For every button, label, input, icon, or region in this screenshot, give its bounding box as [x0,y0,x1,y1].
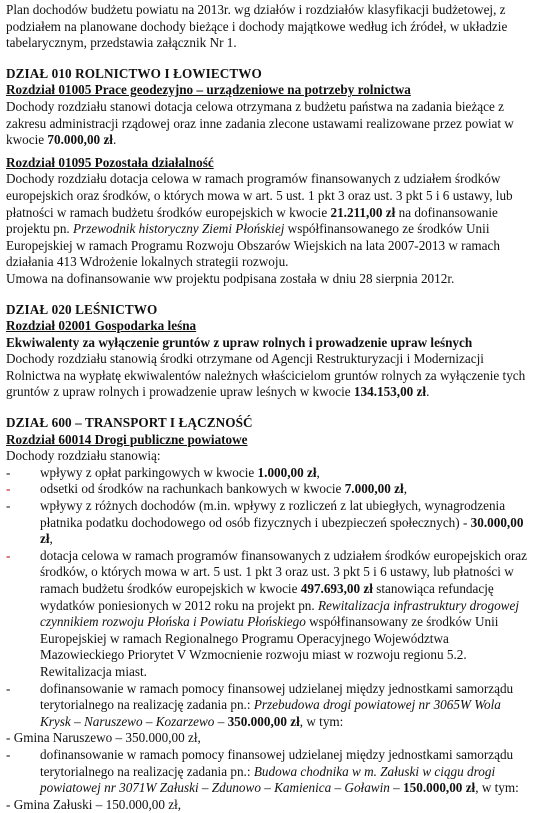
project-name: Budowa chodnika w m. Załuski w ciągu drogi powiatowej nr 3071W Załuski – Zdunowo – Kamienica – Goławin [40,763,496,796]
text: współfinansowanego ze środków Unii Europejskiej w ramach Programu Rozwoju Obszarów Wiejskich na lata 2007-2013 w ramach działania 413 Wdrożenie lokalnych strategii rozwoju. [6,221,500,270]
dash-marker: - [6,746,11,762]
chapter-heading-02001: Rozdział 02001 Gospodarka leśna [6,318,197,334]
dash-marker: - [6,481,11,497]
project-name: Rewitalizacja infrastruktury drogowej czynnikiem rozwoju Płońska i Powiatu Płońskiego [40,597,519,630]
list-item [6,465,528,482]
text: Dochody rozdziału dotacja celowa w ramach programów finansowanych z udziałem środków europejskich oraz środków, o których mowa w art. 5 ust. 1 pkt 3 oraz ust. 3 pkt 5 i 6 ustawy, lub płatności w ramach budżetu środków europejskich w kwocie [6,171,513,220]
chapter-01095-text [6,171,528,271]
text: , w tym: [299,713,344,729]
text-end: , [316,464,320,480]
list-item [6,498,528,548]
text: odsetki od środków na rachunkach bankowych w kwocie [40,481,345,497]
chapter-01005-text [6,99,528,149]
list-item [6,548,528,681]
amount: 7.000,00 zł [344,481,404,497]
amount: 1.000,00 zł [257,464,317,480]
dash-marker: - [6,464,11,480]
amount: 350.000,00 zł [227,713,300,729]
chapter-02001-text [6,351,528,401]
amount: 134.153,00 zł [353,384,427,400]
list-item [6,681,528,731]
project-name: Przebudowa drogi powiatowej nr 3065W Wola Krysk – Naruszewo – Kozarzewo [40,697,501,729]
text: Dochody rozdziału stanowią środki otrzymane od Agencji Restrukturyzacji i Modernizacji Rolnictwa na wypłatę ekwiwalentów należnych właścicielom gruntów rolnych za wyłączenie tych gruntów z upraw rolnych i prowadzenie upraw leśnych w kwocie [6,351,526,400]
text: dotacja celowa w ramach programów finansowanych z udziałem środków europejskich oraz środków, o których mowa w art. 5 ust. 1 pkt 3 oraz ust. 3 pkt 5 i 6 ustawy, lub płatności w ramach budżetu środków europejskich w kwocie [40,547,528,596]
text-end: , [403,481,407,497]
income-list-continued [6,747,528,797]
intro-paragraph: Plan dochodów budżetu powiatu na 2013r. wg działów i rozdziałów klasyfikacji budżetowej, z podziałem na planowane dochody bieżące i dochody majątkowe według ich źródeł, w układzie tabelarycznym, przedstawia załącznik Nr 1. [6,2,508,51]
dash-marker: - [6,498,11,514]
income-list [6,465,528,731]
amount: 30.000,00 zł [40,514,524,547]
sub-item-gmina-zaluski: - Gmina Załuski – 150.000,00 zł, [6,796,182,812]
text: , w tym: [475,780,519,796]
chapter-heading-01005: Rozdział 01005 Prace geodezyjno – urządzeniowe na potrzeby rolnictwa [6,82,411,98]
text-end: . [112,132,117,148]
text: – [214,713,228,729]
text-end: , [49,531,53,547]
chapter-heading-60014: Rozdział 60014 Drogi publiczne powiatowe [6,431,248,447]
chapter-60014-lead: Dochody rozdziału stanowią: [6,448,161,464]
amount: 150.000,00 zł [403,780,476,796]
text: wpływy z opłat parkingowych w kwocie [40,464,258,480]
text: współfinansowany ze środków Unii Europejskiej w ramach Regionalnego Programu Operacyjnego Województwa Mazowieckiego Priorytet V Wzmocnienie rozwoju miast w rozwoju regionu 5.2. Rewitalizacja miast. [40,614,499,679]
text: dofinansowanie w ramach pomocy finansowej udzielanej między jednostkami samorządu terytorialnego na realizację zadania pn.: [40,680,514,713]
sub-item-gmina-naruszewo: - Gmina Naruszewo – 350.000,00 zł, [6,730,201,746]
list-item [6,481,528,498]
chapter-02001-subtitle: Ekwiwalenty za wyłączenie gruntów z upraw rolnych i prowadzenie upraw leśnych [6,334,473,350]
dash-marker: - [6,680,11,696]
text-end: . [426,384,430,400]
section-heading-010: DZIAŁ 010 ROLNICTWO I ŁOWIECTWO [6,65,262,81]
dash-marker: - [6,547,11,563]
section-heading-600: DZIAŁ 600 – TRANSPORT I ŁĄCZNOŚĆ [6,415,253,431]
chapter-heading-01095: Rozdział 01095 Pozostała działalność [6,154,214,170]
list-item [6,747,528,797]
agreement-note: Umowa na dofinansowanie ww projektu podpisana została w dniu 28 sierpnia 2012r. [6,270,455,286]
text: dofinansowanie w ramach pomocy finansowej udzielanej między jednostkami samorządu terytorialnego na realizację zadania pn.: [40,746,514,779]
section-heading-020: DZIAŁ 020 LEŚNICTWO [6,301,158,317]
text: Dochody rozdziału stanowi dotacja celowa otrzymana z budżetu państwa na zadania bieżące z zakresu administracji rządowej oraz inne zadania zlecone ustawami realizowane przez powiat w kwocie [6,98,514,148]
text: na dofinansowanie projektu pn. [6,204,498,237]
project-name: Przewodnik historyczny Ziemi Płońskiej [73,221,285,237]
spacer [6,401,528,415]
amount: 21.211,00 zł [330,204,396,220]
amount: 497.693,00 zł [300,581,373,596]
text: – [389,780,404,796]
text: wpływy z różnych dochodów (m.in. wpływy z rozliczeń z lat ubiegłych, wynagrodzenia płatnika podatku dochodowego od osób fizycznych i ubezpieczeń społecznych) - [40,498,506,530]
amount: 70.000,00 zł [47,132,113,148]
text: stanowiąca refundację wydatków poniesionych w 2012 roku na projekt pn. [40,581,494,613]
spacer [6,52,528,66]
spacer [6,288,528,302]
